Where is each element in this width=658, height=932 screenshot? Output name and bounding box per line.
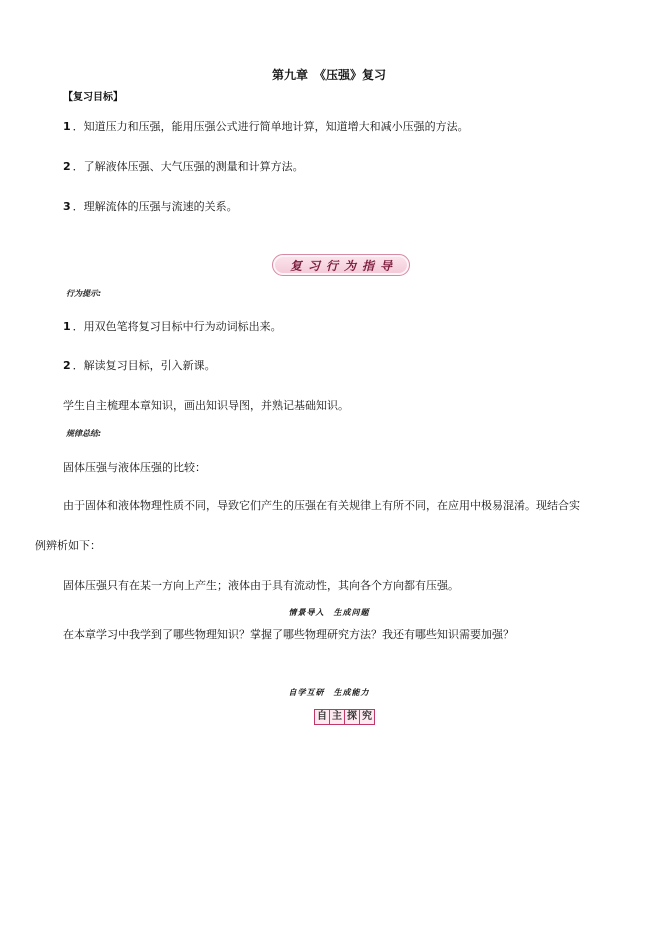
tip-text: ．解读复习目标，引入新课。 <box>72 359 216 372</box>
self-study-header: 自学互研 生成能力 <box>288 688 370 697</box>
goal-item-2 <box>63 158 304 174</box>
explore-char: 究 <box>362 711 372 722</box>
tip-number: 2 <box>63 359 71 372</box>
goal-item-1 <box>63 118 469 134</box>
explore-char: 自 <box>315 710 330 724</box>
tip-item-1 <box>63 318 282 334</box>
scenario-question: 在本章学习中我学到了哪些物理知识？掌握了哪些物理研究方法？我还有哪些知识需要加强？ <box>63 628 514 641</box>
compare-paragraph-line-2: 例辨析如下： <box>35 539 101 552</box>
review-guidance-banner <box>272 254 410 276</box>
goal-number: 3 <box>63 200 71 213</box>
goal-item-3 <box>63 198 238 214</box>
self-explore-box <box>314 709 375 725</box>
goal-text: ．知道压力和压强，能用压强公式进行简单地计算，知道增大和减小压强的方法。 <box>72 120 469 133</box>
tip-text: ．用双色笔将复习目标中行为动词标出来。 <box>72 320 282 333</box>
goal-number: 2 <box>63 160 71 173</box>
compare-title: 固体压强与液体压强的比较： <box>63 461 206 474</box>
scenario-header: 情景导入 生成问题 <box>288 608 370 617</box>
compare-paragraph-3: 固体压强只有在某一方向上产生；液体由于具有流动性，其向各个方向都有压强。 <box>63 579 459 592</box>
tip-item-2 <box>63 357 216 373</box>
goal-text: ．理解流体的压强与流速的关系。 <box>72 200 238 213</box>
tip-number: 1 <box>63 320 71 333</box>
explore-char: 主 <box>330 710 345 724</box>
goal-number: 1 <box>63 120 71 133</box>
compare-paragraph-line-1: 由于固体和液体物理性质不同，导致它们产生的压强在有关规律上有所不同，在应用中极易混淆。现结合实 <box>63 499 580 512</box>
goal-text: ．了解液体压强、大气压强的测量和计算方法。 <box>72 160 304 173</box>
rule-summary-label: 规律总结: <box>66 429 102 438</box>
behavior-tip-label: 行为提示: <box>66 289 102 298</box>
explore-char: 探 <box>345 710 360 724</box>
self-study-text: 学生自主梳理本章知识，画出知识导图，并熟记基础知识。 <box>63 399 349 412</box>
banner-text: 复习行为指导 <box>289 258 398 273</box>
page-title: 第九章 《压强》复习 <box>271 68 386 82</box>
goals-header: 【复习目标】 <box>63 92 123 103</box>
